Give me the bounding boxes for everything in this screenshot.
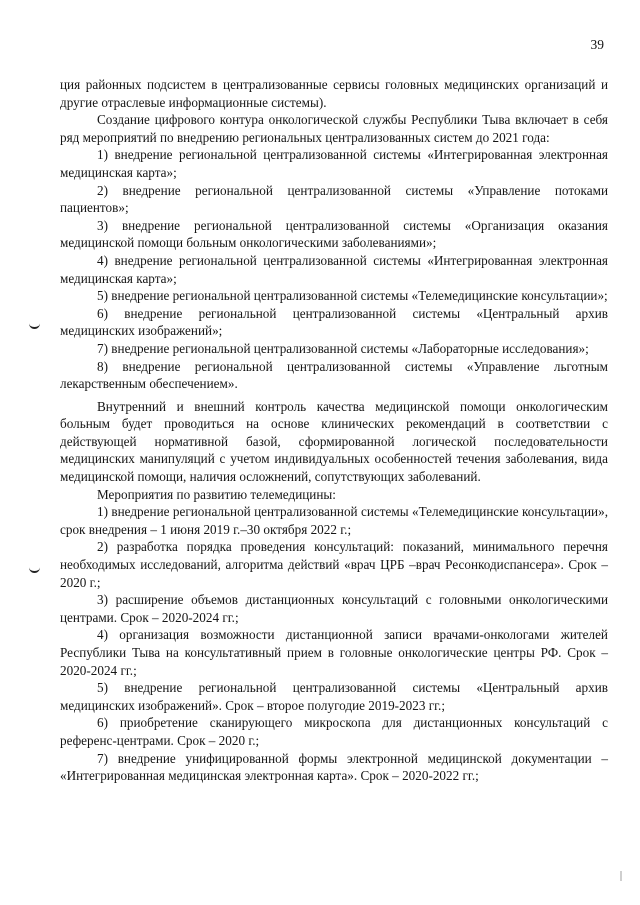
paragraph-intro: Создание цифрового контура онкологической службы Республики Тыва включает в себя ряд мероприятий по внедрению региональных централизованных систем до 2021 года:	[60, 112, 608, 145]
list-item: 8) внедрение региональной централизованной системы «Управление льготным лекарственным обеспечением».	[60, 358, 608, 392]
list-item: 2) внедрение региональной централизованной системы «Управление потоками пациентов»;	[60, 182, 608, 216]
binding-mark	[29, 320, 40, 329]
scan-speck	[620, 871, 622, 881]
list-item: 1) внедрение региональной централизованной системы «Телемедицинские консультации», срок внедрения – 1 июня 2019 г.–30 октября 2022 г.;	[60, 504, 608, 537]
paragraph-continuation: ция районных подсистем в централизованные сервисы головных медицинских организаций и другие отраслевые информационные системы).	[60, 77, 608, 110]
list-item: 7) внедрение унифицированной формы электронной медицинской документации – «Интегрированная медицинская электронная карта». Срок – 2020-2022 гг.;	[60, 750, 608, 784]
list-item: 4) внедрение региональной централизованной системы «Интегрированная электронная медицинская карта»;	[60, 252, 608, 286]
section-heading-telemedicine: Мероприятия по развитию телемедицины:	[97, 486, 336, 502]
list-item: 5) внедрение региональной централизованной системы «Телемедицинские консультации»;	[97, 288, 608, 304]
list-item: 4) организация возможности дистанционной записи врачами-онкологами жителей Республики Тыва на консультативный прием в головные онкологические центры РФ. Срок – 2020-2024 гг.;	[60, 627, 608, 678]
document-body	[60, 76, 608, 785]
paragraph-quality-control: Внутренний и внешний контроль качества медицинской помощи онкологическим больным будет проводиться на основе клинических рекомендаций в соответствии с действующей нормативной базой, сформированной логической последовательности медицинских манипуляций с учетом индивидуальных особенностей течения заболевания, вида медицинской помощи, наличия осложнений, сопутствующих заболеваний.	[60, 398, 608, 485]
list-item: 1) внедрение региональной централизованной системы «Интегрированная электронная медицинская карта»;	[60, 147, 608, 180]
list-item: 3) расширение объемов дистанционных консультаций с головными онкологическими центрами. Срок – 2020-2024 гг.;	[60, 592, 608, 625]
list-item: 3) внедрение региональной централизованной системы «Организация оказания медицинской помощи больным онкологическими заболеваниями»;	[60, 217, 608, 251]
list-item: 5) внедрение региональной централизованной системы «Центральный архив медицинских изображений». Срок – второе полугодие 2019-2023 гг.;	[60, 680, 608, 713]
list-item: 2) разработка порядка проведения консультаций: показаний, минимального перечня необходимых исследований, алгоритма действий «врач ЦРБ –врач Ресонкодиспансера». Срок – 2020 г.;	[60, 539, 608, 590]
list-item: 6) приобретение сканирующего микроскопа для дистанционных консультаций с референс-центрами. Срок – 2020 г.;	[60, 715, 608, 748]
list-item: 6) внедрение региональной централизованной системы «Центральный архив медицинских изображений»;	[60, 305, 608, 339]
list-item: 7) внедрение региональной централизованной системы «Лабораторные исследования»;	[97, 340, 589, 356]
page-number: 39	[590, 37, 604, 52]
binding-mark	[29, 564, 40, 573]
